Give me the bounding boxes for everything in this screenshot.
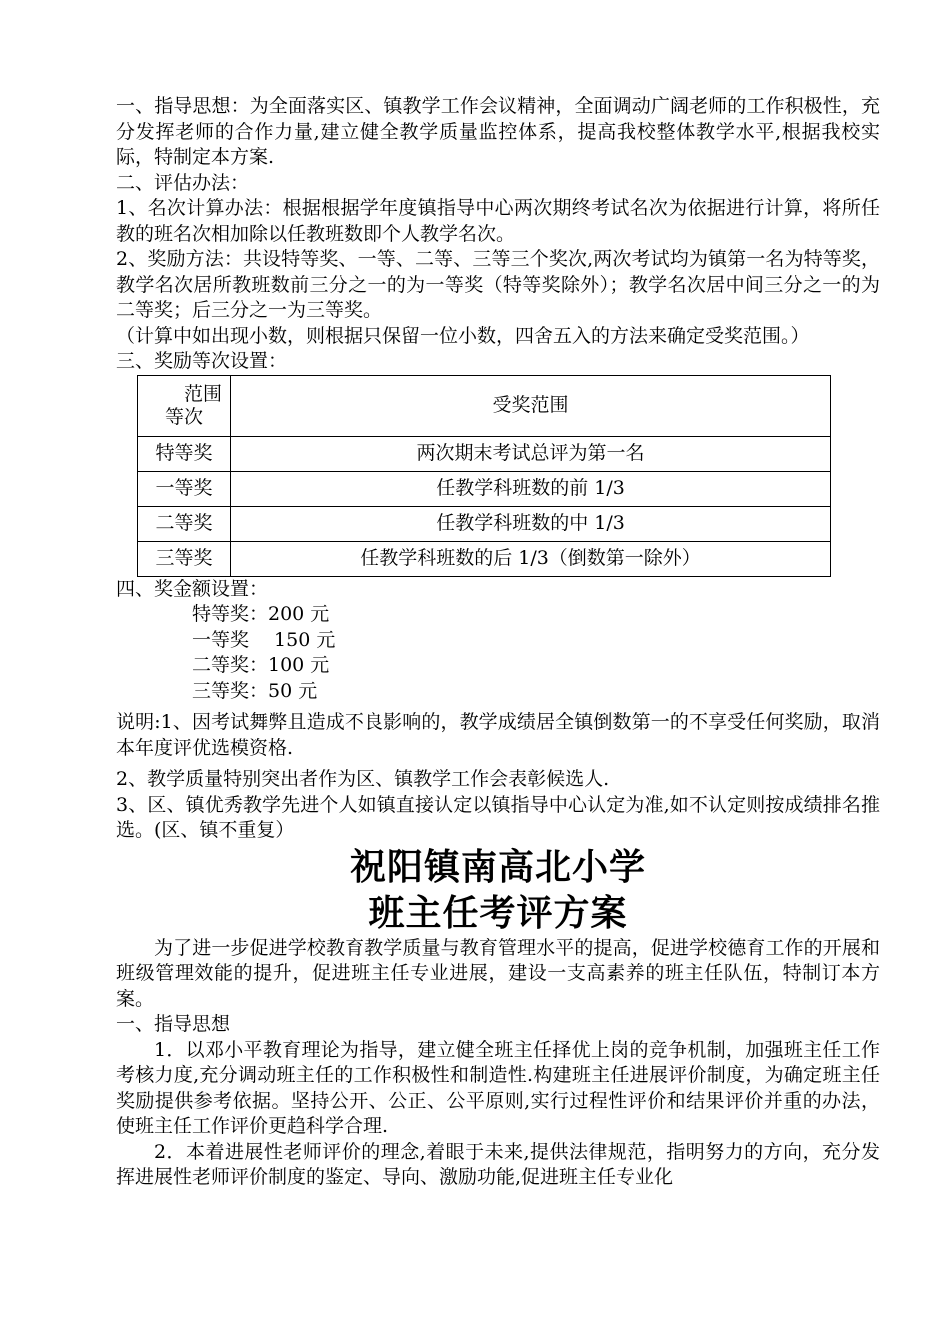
header-level-label: 等次 (164, 405, 203, 428)
note-2-paragraph: 2、教学质量特别突出者作为区、镇教学工作会表彰候选人. (116, 768, 610, 790)
document-body (116, 94, 880, 1191)
bonus-amount-heading: 四、奖金额设置： (116, 577, 269, 600)
note-3-paragraph: 3、区、镇优秀教学先进个人如镇直接认定以镇指导中心认定为准,如不认定则按成绩排名推选。(区、镇不重复） (116, 793, 880, 841)
bonus-amount-list (116, 602, 880, 704)
award-method-paragraph: 2、奖励方法：共设特等奖、一等、二等、三等三个奖次,两次考试均为镇第一名为特等奖，教学名次居所教班数前三分之一的为一等奖（特等奖除外）；教学名次居中间三分之一的为二等奖；后三分之一为三等奖。 (116, 248, 880, 321)
table-level-cell: 二等奖 (138, 506, 231, 541)
table-level-cell: 特等奖 (138, 436, 231, 471)
guiding-principle-paragraph: 一、指导思想：为全面落实区、镇教学工作会议精神，全面调动广阔老师的工作积极性，充分发挥老师的合作力量,建立健全教学质量监控体系，提高我校整体教学水平,根据我校实际，特制定本方案. (116, 95, 880, 168)
ranking-method-paragraph: 1、名次计算办法：根据根据学年度镇指导中心两次期终考试名次为依据进行计算，将所任教的班名次相加除以任教班数即个人教学名次。 (116, 197, 880, 245)
guiding-thought-heading: 一、指导思想 (116, 1013, 231, 1035)
table-header-diagonal-cell (138, 375, 231, 436)
bonus-amount-item: 二等奖：100 元 (192, 654, 330, 676)
header-scope-cell: 受奖范围 (231, 375, 831, 436)
table-scope-cell: 两次期末考试总评为第一名 (231, 436, 831, 471)
guiding-item-1: 1．以邓小平教育理论为指导，建立健全班主任择优上岗的竞争机制，加强班主任工作考核力度,充分调动班主任的工作积极性和制造性.构建班主任进展评价制度，为确定班主任奖励提供参考依据。坚持公开、公正、公平原则,实行过程性评价和结果评价并重的办法，使班主任工作评价更趋科学合理. (116, 1038, 880, 1137)
award-levels-table (137, 375, 831, 577)
note-1-paragraph: 说明:1、因考试舞弊且造成不良影响的，教学成绩居全镇倒数第一的不享受任何奖励，取消本年度评优选模资格. (116, 711, 880, 759)
table-scope-cell: 任教学科班数的后 1/3（倒数第一除外） (231, 541, 831, 576)
school-title: 祝阳镇南高北小学 (349, 845, 646, 888)
evaluation-method-heading: 二、评估办法： (116, 171, 250, 194)
table-row (138, 471, 831, 506)
table-scope-cell: 任教学科班数的中 1/3 (231, 506, 831, 541)
award-levels-heading: 三、奖励等次设置： (116, 350, 288, 372)
table-header-row (138, 375, 831, 436)
bonus-amount-item: 一等奖 150 元 (192, 628, 336, 651)
header-range-label: 范围 (183, 382, 222, 405)
table-level-cell: 三等奖 (138, 541, 231, 576)
guiding-item-2: 2．本着进展性老师评价的理念,着眼于未来,提供法律规范，指明努力的方向，充分发挥进展性老师评价制度的鉴定、导向、激励功能,促进班主任专业化 (116, 1140, 880, 1188)
table-scope-cell: 任教学科班数的前 1/3 (231, 471, 831, 506)
table-row (138, 436, 831, 471)
table-level-cell: 一等奖 (138, 471, 231, 506)
table-row (138, 506, 831, 541)
scheme-title: 班主任考评方案 (368, 891, 628, 934)
bonus-amount-item: 三等奖：50 元 (192, 679, 318, 702)
table-row (138, 541, 831, 576)
rounding-note-paragraph: （计算中如出现小数，则根据只保留一位小数，四舍五入的方法来确定受奖范围。） (116, 324, 810, 347)
bonus-amount-item: 特等奖：200 元 (192, 603, 330, 625)
intro-paragraph: 为了进一步促进学校教育教学质量与教育管理水平的提高，促进学校德育工作的开展和班级管理效能的提升，促进班主任专业进展，建设一支高素养的班主任队伍，特制订本方案。 (116, 936, 880, 1010)
